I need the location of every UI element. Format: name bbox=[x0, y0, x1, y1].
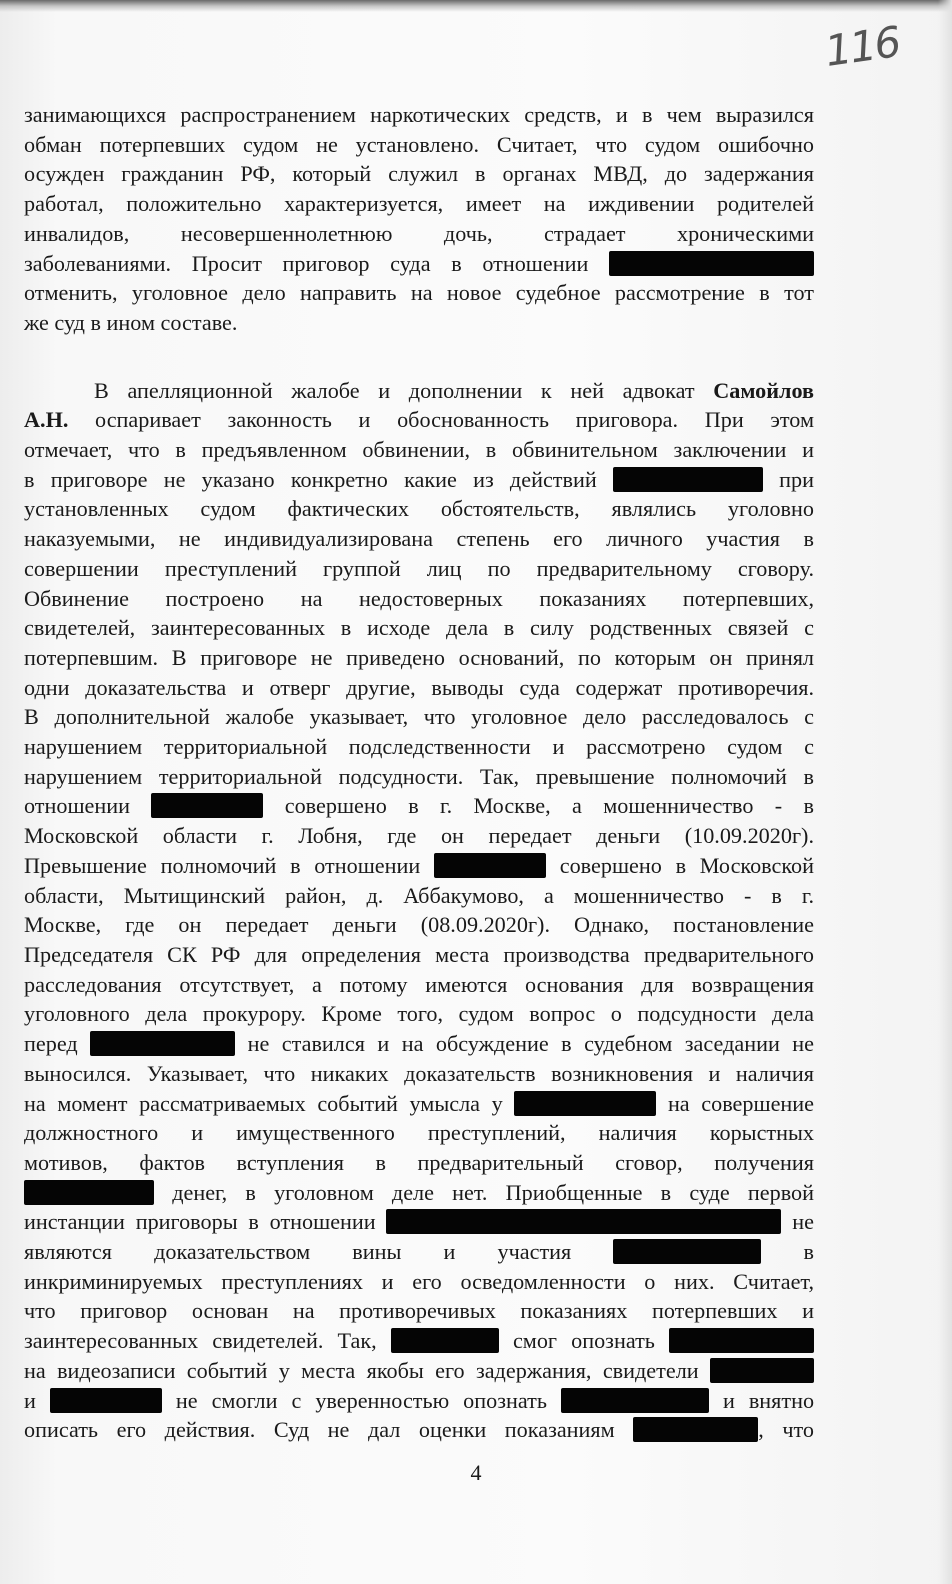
text-line: выносился. Указывает, что никаких доказательств возникновения и наличия bbox=[24, 1060, 814, 1086]
text-line: одни доказательства и отверг другие, выводы суда содержат противоречия. bbox=[24, 674, 814, 700]
text-line: же суд в ином составе. bbox=[24, 309, 238, 335]
attorney-initials: А.Н. bbox=[24, 407, 69, 433]
text-line: А.Н. оспаривает законность и обоснованность приговора. При этом bbox=[24, 407, 815, 433]
text-line: должностного и имущественного преступлений, наличия корыстных bbox=[24, 1120, 814, 1146]
text-line: расследования отсутствует, а потому имеются основания для возвращения bbox=[24, 971, 814, 997]
redaction-block bbox=[50, 1388, 162, 1413]
redaction-block bbox=[386, 1209, 781, 1234]
text-line: установленных судом фактических обстоятельств, являлись уголовно bbox=[24, 496, 814, 522]
text-line: инстанции приговоры в отношении не bbox=[24, 1209, 815, 1235]
scan-right-edge bbox=[938, 0, 952, 1584]
redaction-block bbox=[613, 467, 763, 492]
text-line: занимающихся распространением наркотических средств, и в чем выразился bbox=[24, 102, 814, 127]
redaction-block bbox=[90, 1031, 235, 1056]
redaction-block bbox=[24, 1180, 154, 1205]
text-line: заинтересованных свидетелей. Так, смог опознать bbox=[24, 1326, 814, 1356]
redaction-block bbox=[391, 1328, 499, 1353]
text-line: нарушением территориальной подследственности и рассмотрено судом с bbox=[24, 734, 814, 760]
text-line: свидетелей, заинтересованных в исходе дела в силу родственных связей с bbox=[24, 615, 814, 641]
redaction-block bbox=[710, 1358, 814, 1383]
text-line: совершении преступлений группой лиц по предварительному сговору. bbox=[24, 555, 814, 581]
text-line: Московской области г. Лобня, где он передает деньги (10.09.2020г). bbox=[24, 823, 814, 849]
redaction-block bbox=[613, 1239, 761, 1264]
scan-top-shadow bbox=[0, 0, 952, 12]
text-line: перед не ставился и на обсуждение в судебном заседании не bbox=[24, 1031, 815, 1057]
text-line: Председателя СК РФ для определения места производства предварительного bbox=[24, 941, 814, 967]
text-line: уголовного дела прокурору. Кроме того, судом вопрос о подсудности дела bbox=[24, 1001, 814, 1027]
redaction-block bbox=[633, 1417, 758, 1442]
text-line: осужден гражданин РФ, который служил в органах МВД, до задержания bbox=[24, 161, 814, 187]
text-line: что приговор основан на противоречивых показаниях потерпевших и bbox=[24, 1298, 814, 1324]
redaction-block bbox=[609, 251, 814, 276]
text-line: Обвинение построено на недостоверных показаниях потерпевших, bbox=[24, 585, 814, 611]
text-line: Москве, где он передает деньги (08.09.2020г). Однако, постановление bbox=[24, 912, 814, 938]
text-line: и не смогли с уверенностью опознать и внятно bbox=[24, 1387, 815, 1413]
redaction-block bbox=[434, 853, 546, 878]
document-body bbox=[24, 100, 814, 1445]
text-line: инкриминируемых преступлениях и его осведомленности о них. Считает, bbox=[24, 1268, 814, 1294]
page-number: 4 bbox=[470, 1460, 482, 1485]
redaction-block bbox=[151, 793, 263, 818]
text-line: являются доказательством вины и участия в bbox=[24, 1239, 815, 1265]
text-line: денег, в уголовном деле нет. Приобщенные в суде первой bbox=[24, 1178, 814, 1208]
text-line: наказуемыми, не индивидуализирована степень его личного участия в bbox=[24, 526, 814, 552]
attorney-name: Самойлов bbox=[713, 377, 815, 403]
paragraph-gap bbox=[24, 338, 814, 376]
text-line: отмечает, что в предъявленном обвинении, в обвинительном заключении и bbox=[24, 437, 814, 463]
redaction-block bbox=[669, 1328, 814, 1353]
text-line: В апелляционной жалобе и дополнении к ней адвокат Самойлов bbox=[94, 377, 815, 403]
text-line: заболеваниями. Просит приговор суда в отношении bbox=[24, 249, 814, 279]
text-line: В дополнительной жалобе указывает, что уголовное дело расследовалось с bbox=[24, 704, 814, 730]
text-line: описать его действия. Суд не дал оценки показаниям , что bbox=[24, 1417, 814, 1443]
text-line: Превышение полномочий в отношении совершено в Московской bbox=[24, 852, 814, 878]
redaction-block bbox=[561, 1388, 709, 1413]
text-line: мотивов, фактов вступления в предварительный сговор, получения bbox=[24, 1149, 814, 1175]
text-line: отношении совершено в г. Москве, а мошенничество - в bbox=[24, 793, 814, 819]
text-line: обман потерпевших судом не установлено. Считает, что судом ошибочно bbox=[24, 131, 814, 157]
text-line: отменить, уголовное дело направить на новое судебное рассмотрение в тот bbox=[24, 280, 814, 306]
text-line: на видеозаписи событий у места якобы его задержания, свидетели bbox=[24, 1356, 814, 1386]
text-line: потерпевшим. В приговоре не приведено оснований, по которым он принял bbox=[24, 644, 814, 670]
text-line: инвалидов, несовершеннолетнюю дочь, страдает хроническими bbox=[24, 220, 814, 246]
text-line: в приговоре не указано конкретно какие из действий при bbox=[24, 466, 814, 492]
handwritten-folio-number: 116 bbox=[821, 17, 903, 76]
text-line: работал, положительно характеризуется, имеет на иждивении родителей bbox=[24, 191, 814, 217]
text-line: нарушением территориальной подсудности. Так, превышение полномочий в bbox=[24, 763, 814, 789]
text-line: области, Мытищинский район, д. Аббакумово, а мошенничество - в г. bbox=[24, 882, 814, 908]
redaction-block bbox=[514, 1091, 656, 1116]
text-line: на момент рассматриваемых событий умысла у на совершение bbox=[24, 1090, 815, 1116]
